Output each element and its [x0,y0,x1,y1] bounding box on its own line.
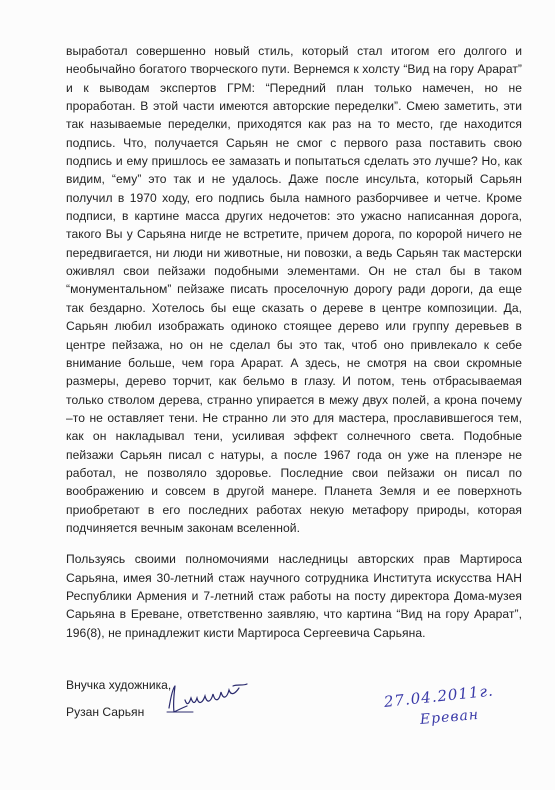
letter-paragraph: Пользуясь своими полномочиями наследницы авторских прав Мартироса Сарьяна, имея 30-летний стаж научного сотрудника Института искусства НАН Республики Армения и 7-летний стаж работы на посту директора Дома-музея Сарьяна в Ереване, ответственно заявляю, что картина “Вид на гору Арарат”, 196(8), не принадлежит кисти Мартироса Сергеевича Сарьяна. [66,552,522,640]
handwritten-date: 27.04.2011г. [383,681,495,711]
handwritten-city: Ереван [419,706,480,728]
letter-body [66,42,522,642]
signer-title: Внучка художника, [66,678,172,692]
handwritten-signature [163,682,253,716]
letter-paragraph: выработал совершенно новый стиль, который стал итогом его долгого и необычайно богатого творческого пути. Вернемся к холсту “Вид на гору Арарат” и к выводам экспертов ГРМ: “Передний план только намечен, но не проработан. В этой части имеются авторские переделки”. Смею заметить, эти так называемые переделки, приходятся как раз на то место, где находится подпись. Что, получается Сарьян не смог с первого раза поставить свою подпись и ему пришлось ее замазать и попытаться сделать это лучше? Но, как видим, “ему” это так и не удалось. Даже после инсульта, который Сарьян получил в 1970 ходу, его подпись была намного разборчивее и четче. Кроме подписи, в картине масса других недочетов: это ужасно написанная дорога, такого Вы у Сарьяна нигде не встретите, причем дорога, по коророй ничего не передвигается, ни люди ни животные, ни повозки, а ведь Сарьян так мастерски оживлял свои пейзажи подобными элементами. Он не стал бы в таком “монументальном” пейзаже писать проселочную дорогу ради дороги, да еще так бездарно. Хотелось бы еще сказать о дереве в центре композиции. Да, Сарьян любил изображать одиноко стоящее дерево или группу деревьев в центре пейзажа, но он не сделал бы это так, чтоб оно привлекало к себе внимание больше, чем гора Арарат. А здесь, не смотря на свои скромные размеры, дерево торчит, как бельмо в глазу. И потом, тень отбрасываемая только стволом дерева, странно упирается в межу двух полей, а крона почему –то не оставляет тени. Не странно ли это для мастера, прославившегося тем, как он накладывал тени, усиливая эффект солнечного света. Подобные пейзажи Сарьян писал с натуры, а после 1967 года он уже на пленэре не работал, не позволяло здоровье. Последние свои пейзажи он писал по воображению и совсем в другой манере. Планета Земля и ее поверхноть приобретают в его последних работах некую метафору природы, которая подчиняется вечным законам вселенной. [66,44,522,535]
signer-name: Рузан Сарьян [66,705,145,719]
